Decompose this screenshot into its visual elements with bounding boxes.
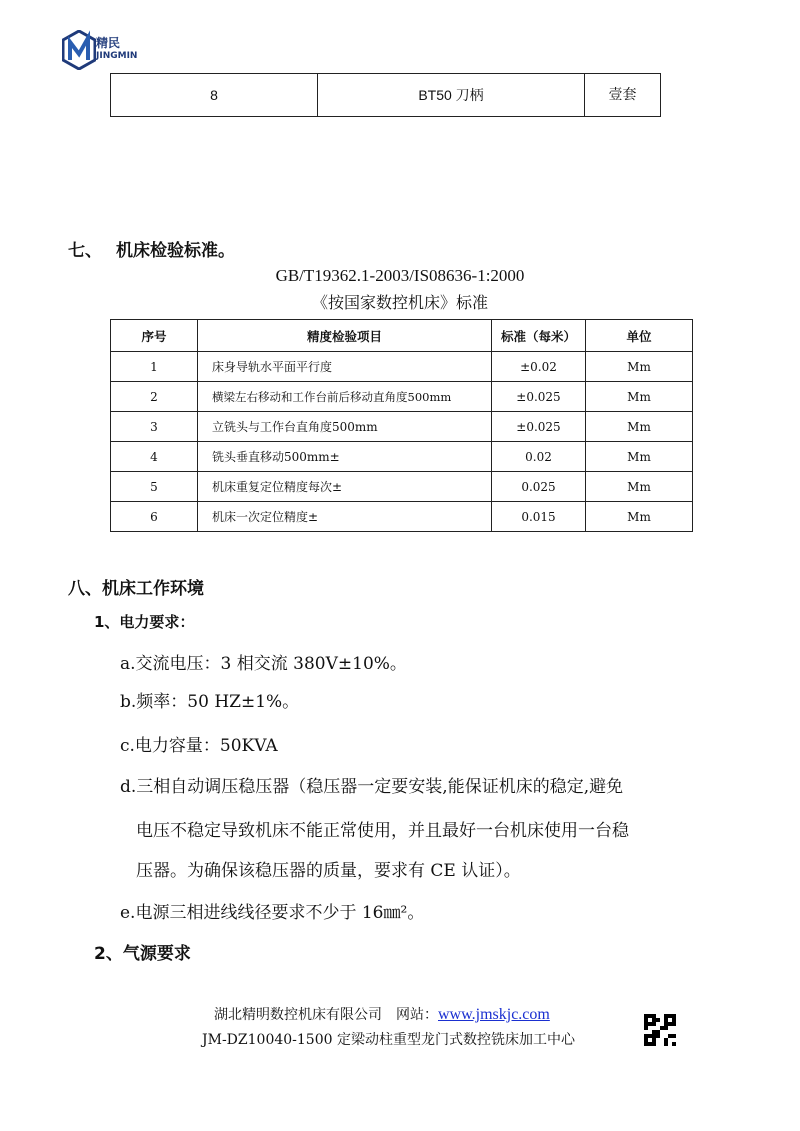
cell-item: BT50 刀柄 (318, 74, 585, 117)
cell-index: 6 (111, 502, 198, 532)
cell-quantity: 壹套 (585, 74, 661, 117)
table-row (111, 472, 693, 502)
table-header-row (111, 320, 693, 352)
cell-unit: Mm (586, 502, 693, 532)
cell-item: 机床重复定位精度每次± (198, 472, 492, 502)
cell-index: 2 (111, 382, 198, 412)
cell-unit: Mm (586, 442, 693, 472)
cell-item: 铣头垂直移动500mm± (198, 442, 492, 472)
table-row (111, 412, 693, 442)
cell-standard: 0.025 (492, 472, 586, 502)
company-name: 湖北精明数控机床有限公司 (214, 1007, 382, 1023)
footer-model: JM-DZ10040-1500 定梁动柱重型龙门式数控铣床加工中心 (202, 1032, 575, 1048)
table-row (111, 502, 693, 532)
footer-company (214, 1004, 550, 1024)
parts-table (110, 73, 661, 117)
cell-index: 1 (111, 352, 198, 382)
item-capacity: c.电力容量：50KVA (120, 736, 278, 756)
inspection-table (110, 319, 693, 532)
cell-unit: Mm (586, 472, 693, 502)
logo-hexagon-icon (62, 30, 96, 70)
standard-name: 《按国家数控机床》标准 (311, 293, 488, 312)
cell-standard: 0.02 (492, 442, 586, 472)
section7-number: 七、 (68, 241, 102, 261)
logo-en: JINGMIN (96, 51, 138, 61)
cell-item: 床身导轨水平面平行度 (198, 352, 492, 382)
item-stabilizer-cont1: 电压不稳定导致机床不能正常使用，并且最好一台机床使用一台稳 (136, 821, 629, 841)
cell-unit: Mm (586, 412, 693, 442)
power-requirements-heading: 1、电力要求： (94, 613, 195, 631)
cell-item: 横梁左右移动和工作台前后移动直角度500mm (198, 382, 492, 412)
item-stabilizer: d.三相自动调压稳压器（稳压器一定要安装,能保证机床的稳定,避免 (120, 777, 624, 797)
cell-index: 3 (111, 412, 198, 442)
cell-unit: Mm (586, 352, 693, 382)
header-index: 序号 (111, 320, 198, 352)
company-logo (62, 30, 138, 74)
table-row (111, 442, 693, 472)
website-label: 网站： (396, 1007, 438, 1023)
cell-standard: ±0.02 (492, 352, 586, 382)
header-unit: 单位 (586, 320, 693, 352)
header-item: 精度检验项目 (198, 320, 492, 352)
website-link[interactable]: www.jmskjc.com (438, 1006, 550, 1023)
table-row (111, 382, 693, 412)
cell-unit: Mm (586, 382, 693, 412)
standard-code: GB/T19362.1-2003/IS08636-1:2000 (275, 266, 525, 285)
table-row (111, 74, 661, 117)
section7-heading: 机床检验标准。 (116, 241, 235, 261)
cell-standard: ±0.025 (492, 382, 586, 412)
item-voltage: a.交流电压：3 相交流 380V±10%。 (120, 654, 407, 674)
cell-item: 机床一次定位精度± (198, 502, 492, 532)
cell-index: 5 (111, 472, 198, 502)
qr-code-icon (644, 1014, 676, 1050)
cell-item: 立铣头与工作台直角度500mm (198, 412, 492, 442)
cell-index: 4 (111, 442, 198, 472)
item-frequency: b.频率：50 HZ±1%。 (120, 692, 300, 712)
item-stabilizer-cont2: 压器。为确保该稳压器的质量，要求有 CE 认证）。 (136, 861, 521, 881)
header-standard: 标准（每米） (492, 320, 586, 352)
item-cable: e.电源三相进线线径要求不少于 16㎜²。 (120, 903, 425, 923)
logo-cn: 精民 (96, 36, 121, 50)
section8-heading: 八、机床工作环境 (68, 579, 204, 599)
cell-standard: 0.015 (492, 502, 586, 532)
table-row (111, 352, 693, 382)
cell-index: 8 (111, 74, 318, 117)
cell-standard: ±0.025 (492, 412, 586, 442)
air-requirements-heading: 2、气源要求 (94, 944, 191, 964)
